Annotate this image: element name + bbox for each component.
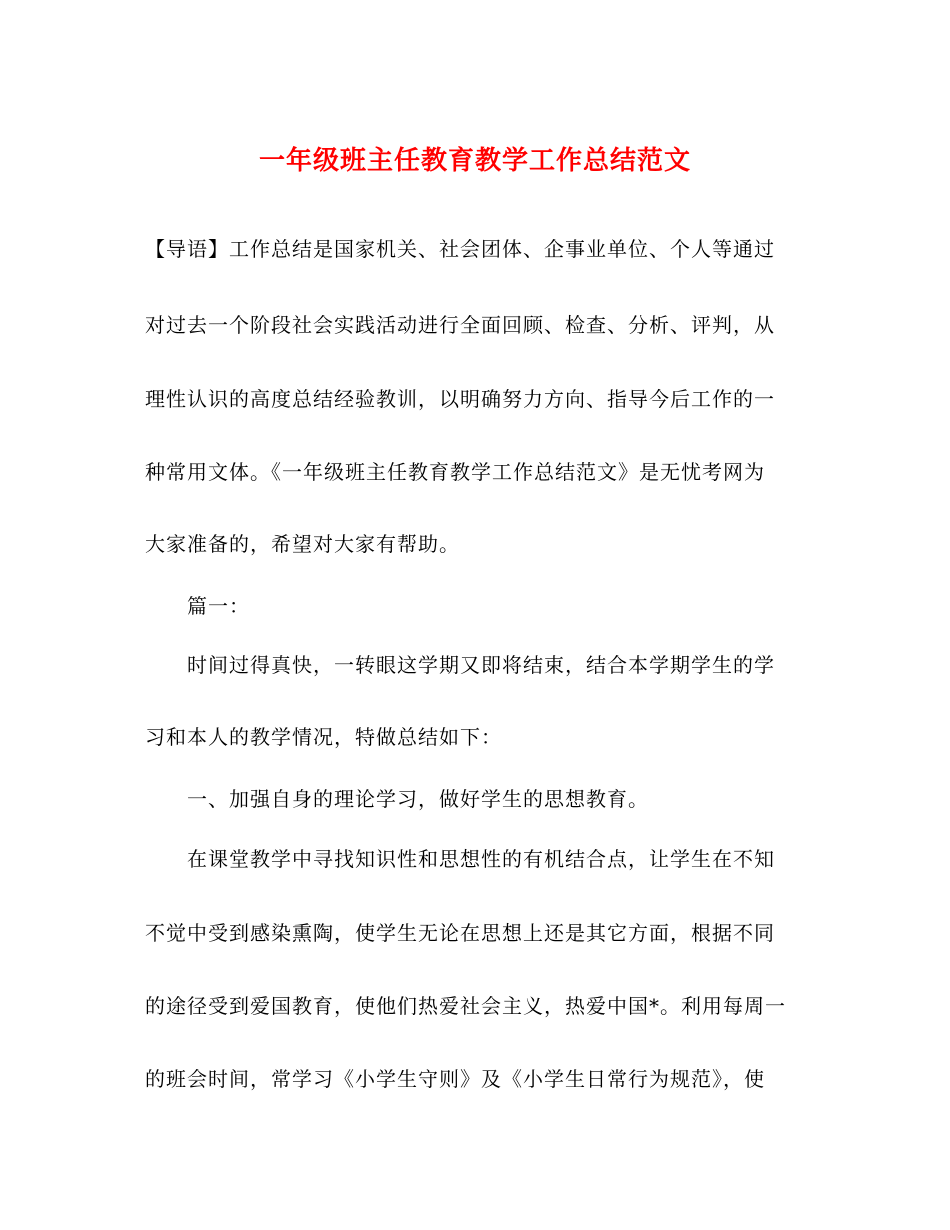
document-title: 一年级班主任教育教学工作总结范文 — [258, 146, 691, 176]
paragraph-line: 大家准备的，希望对大家有帮助。 — [145, 532, 460, 556]
section-heading: 篇一： — [187, 594, 250, 618]
paragraph-line: 理性认识的高度总结经验教训，以明确努力方向、指导今后工作的一 — [145, 387, 775, 411]
paragraph-line: 在课堂教学中寻找知识性和思想性的有机结合点，让学生在不知 — [187, 847, 775, 871]
paragraph-line: 时间过得真快，一转眼这学期又即将结束，结合本学期学生的学 — [187, 653, 775, 677]
paragraph-line: 的班会时间，常学习《小学生守则》及《小学生日常行为规范》，使 — [145, 1067, 765, 1091]
paragraph-line: 对过去一个阶段社会实践活动进行全面回顾、检查、分析、评判，从 — [145, 313, 775, 337]
paragraph-line: 习和本人的教学情况，特做总结如下： — [145, 725, 502, 749]
subsection-heading: 一、加强自身的理论学习，做好学生的思想教育。 — [187, 787, 649, 811]
paragraph-line: 不觉中受到感染熏陶，使学生无论在思想上还是其它方面，根据不同 — [145, 921, 775, 945]
paragraph-line: 的途径受到爱国教育，使他们热爱社会主义，热爱中国*。利用每周一 — [145, 994, 786, 1018]
paragraph-line: 种常用文体。《一年级班主任教育教学工作总结范文》是无忧考网为 — [145, 460, 765, 484]
paragraph-line: 【导语】工作总结是国家机关、社会团体、企事业单位、个人等通过 — [145, 237, 775, 261]
